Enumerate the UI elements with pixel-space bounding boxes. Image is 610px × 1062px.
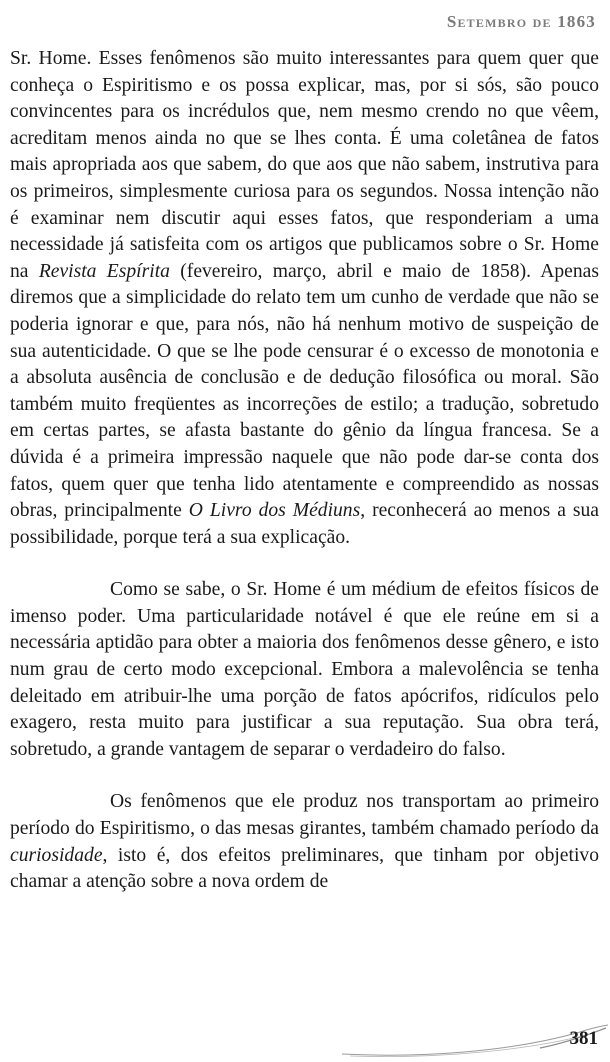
text-run: Como se sabe, o Sr. Home é um médium de efeitos físicos de imenso poder. Uma particularidade notável é que ele reúne em si a necessária aptidão para obter a maioria dos fenômenos desse gênero, e isto num grau de certo modo excepcional. Embora a malevolência se tenha deleitado em atribuir-lhe uma porção de fatos apócrifos, ridículos pelo exagero, resta muito para justificar a sua reputação. Sua obra terá, sobretudo, a grande vantagem de separar o verdadeiro do falso. bbox=[10, 579, 599, 760]
text-run: , isto é, dos efeitos preliminares, que tinham por objetivo chamar a atenção sobre a nova ordem de bbox=[10, 844, 599, 893]
text-run: , reconhecerá ao menos a sua possibilidade, porque terá a sua explicação. bbox=[10, 500, 599, 548]
body-text bbox=[10, 46, 599, 896]
running-head: Setembro de 1863 bbox=[446, 12, 596, 31]
text-run: Os fenômenos que ele produz nos transportam ao primeiro período do Espiritismo, o das mesas girantes, também chamado período da bbox=[10, 791, 599, 840]
text-run: Sr. Home. Esses fenômenos são muito interessantes para quem quer que conheça o Espiritismo e os possa explicar, mas, por si sós, são pouco convincentes para os incrédulos que, nem mesmo crendo no que vêem, acreditam menos ainda no que se lhes conta. É uma coletânea de fatos mais apropriada aos que sabem, do que aos que não sabem, instrutiva para os primeiros, simplesmente curiosa para os segundos. Nossa intenção não é examinar nem discutir aqui esses fatos, que responderiam a uma necessidade já satisfeita com os artigos que publicamos sobre o Sr. Home na bbox=[10, 48, 599, 282]
paragraph-3 bbox=[10, 789, 599, 895]
paragraph-2 bbox=[10, 577, 599, 763]
italic-title: Revista Espírita bbox=[38, 260, 170, 282]
italic-term: curiosidade bbox=[10, 844, 103, 866]
italic-title: O Livro dos Médiuns bbox=[188, 500, 361, 522]
page-number: 381 bbox=[569, 1028, 598, 1049]
paragraph-1 bbox=[10, 46, 599, 551]
text-run: (fevereiro, março, abril e maio de 1858). Apenas diremos que a simplicidade do relato tem um cunho de verdade que não se poderia ignorar e que, para nós, não há nenhum motivo de suspeição de sua autenticidade. O que se lhe pode censurar é o excesso de monotonia e a absoluta ausência de conclusão e de dedução filosófica ou moral. São também muito freqüentes as incorreções de estilo; a tradução, sobretudo em certas partes, se afasta bastante do gênio da língua francesa. Se a dúvida é a primeira impressão naquele que não pode dar-se conta dos fatos, quem quer que tenha lido atentamente e compreendido as nossas obras, principalmente bbox=[10, 260, 599, 522]
